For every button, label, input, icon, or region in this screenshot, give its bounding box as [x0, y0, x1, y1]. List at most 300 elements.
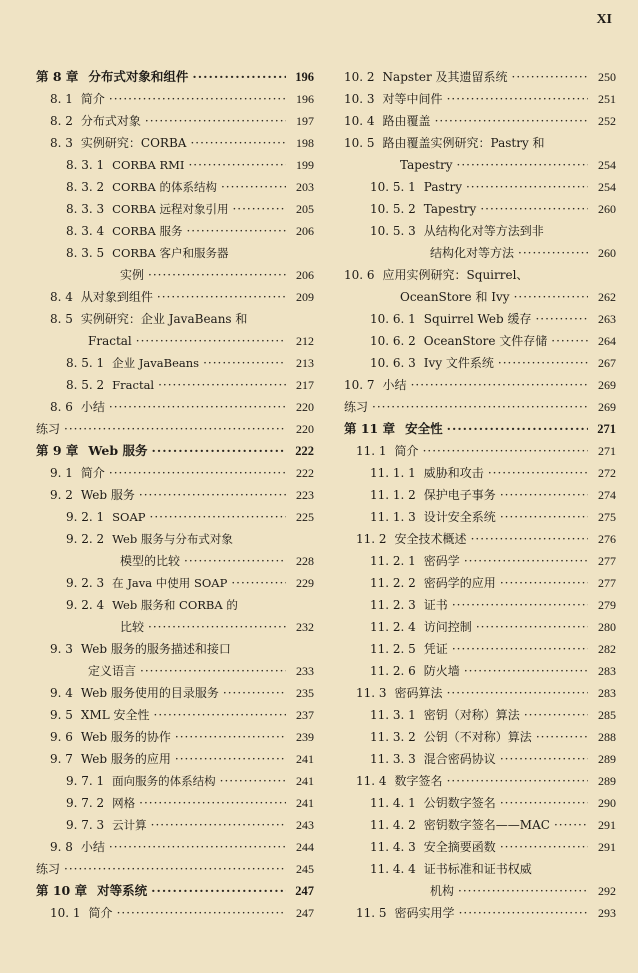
- dot-leader: [500, 506, 588, 528]
- toc-entry: [36, 462, 314, 484]
- toc-entry: [344, 484, 616, 506]
- toc-entry-title: 小结: [80, 400, 105, 414]
- dot-leader: [447, 770, 588, 792]
- toc-entry-number: 10. 5: [344, 136, 375, 150]
- dot-leader: [109, 836, 286, 858]
- toc-entry-number: 8. 3. 3: [66, 202, 105, 216]
- toc-entry-title: 实例研究：CORBA: [80, 136, 187, 150]
- toc-entry-page: 260: [598, 202, 616, 216]
- toc-entry-number: 11. 5: [356, 906, 387, 920]
- toc-entry-title: Tapestry: [423, 202, 477, 216]
- dot-leader: [452, 594, 588, 616]
- toc-entry-title: Web 服务和 CORBA 的: [112, 598, 238, 612]
- toc-entry: [344, 836, 616, 858]
- toc-entry-title: Web 服务的服务描述和接口: [80, 642, 231, 656]
- toc-entry-title: CORBA 的体系结构: [112, 180, 217, 194]
- dot-leader: [64, 418, 286, 440]
- toc-entry: [36, 836, 314, 858]
- toc-entry-number: 9. 2. 1: [66, 510, 105, 524]
- toc-entry-page: 262: [598, 290, 616, 304]
- toc-entry-page: 212: [296, 334, 314, 348]
- toc-entry-title: 从结构化对等方法到非: [423, 224, 544, 238]
- toc-entry: [36, 550, 314, 572]
- toc-entry-title: 练习: [344, 400, 369, 414]
- toc-entry-title: 路由覆盖: [382, 114, 431, 128]
- toc-entry-title: 简介: [80, 466, 105, 480]
- toc-entry-title: 简介: [80, 92, 105, 106]
- toc-entry-page: 282: [598, 642, 616, 656]
- toc-entry-number: 9. 7. 2: [66, 796, 105, 810]
- toc-entry-page: 206: [296, 224, 314, 238]
- toc-entry: [36, 726, 314, 748]
- toc-entry: [36, 198, 314, 220]
- toc-entry: [36, 484, 314, 506]
- dot-leader: [372, 396, 588, 418]
- toc-entry: [36, 352, 314, 374]
- toc-entry-page: 220: [296, 422, 314, 436]
- toc-entry-title: CORBA 远程对象引用: [112, 202, 229, 216]
- toc-entry-page: 254: [598, 158, 616, 172]
- toc-entry-number: 11. 1. 1: [370, 466, 416, 480]
- dot-leader: [148, 616, 286, 638]
- toc-entry-title: CORBA 服务: [112, 224, 183, 238]
- toc-entry-number: 10. 6. 1: [370, 312, 416, 326]
- toc-entry-page: 217: [296, 378, 314, 392]
- toc-entry-number: 11. 2. 4: [370, 620, 416, 634]
- toc-entry-page: 271: [598, 444, 616, 458]
- dot-leader: [154, 704, 286, 726]
- toc-entry: [36, 154, 314, 176]
- toc-entry-page: 239: [296, 730, 314, 744]
- toc-entry-title: Web 服务: [88, 443, 148, 458]
- dot-leader: [551, 330, 588, 352]
- toc-chapter-entry: [36, 880, 314, 902]
- toc-entry: [344, 242, 616, 264]
- dot-leader: [150, 506, 286, 528]
- toc-entry-number: 8. 4: [50, 290, 73, 304]
- toc-entry-number: 9. 7. 1: [66, 774, 105, 788]
- dot-leader: [458, 880, 588, 902]
- dot-leader: [500, 484, 588, 506]
- toc-entry-title: 实例: [120, 268, 145, 282]
- toc-entry-page: 291: [598, 818, 616, 832]
- toc-entry: [344, 352, 616, 374]
- toc-entry: [36, 220, 314, 242]
- dot-leader: [64, 858, 286, 880]
- toc-entry-page: 206: [296, 268, 314, 282]
- toc-entry-number: 8. 3. 2: [66, 180, 105, 194]
- dot-leader: [117, 902, 286, 924]
- toc-entry-number: 9. 2. 3: [66, 576, 105, 590]
- toc-entry-number: 11. 4. 4: [370, 862, 416, 876]
- dot-leader: [535, 308, 588, 330]
- toc-entry: [36, 792, 314, 814]
- toc-entry: [344, 220, 616, 242]
- toc-entry-number: 8. 5. 2: [66, 378, 105, 392]
- toc-entry-page: 275: [598, 510, 616, 524]
- toc-entry-page: 209: [296, 290, 314, 304]
- toc-entry-title: 安全性: [405, 421, 443, 436]
- toc-entry-number: 11. 1: [356, 444, 387, 458]
- dot-leader: [518, 242, 588, 264]
- dot-leader: [232, 198, 286, 220]
- toc-entry: [36, 242, 314, 264]
- dot-leader: [500, 836, 588, 858]
- toc-entry-number: 9. 2: [50, 488, 73, 502]
- toc-entry-number: 第 10 章: [36, 883, 88, 898]
- toc-entry-page: 232: [296, 620, 314, 634]
- toc-entry-page: 289: [598, 752, 616, 766]
- toc-entry-title: 从对象到组件: [80, 290, 153, 304]
- toc-entry: [36, 572, 314, 594]
- toc-entry-number: 11. 2. 5: [370, 642, 416, 656]
- toc-entry-page: 260: [598, 246, 616, 260]
- dot-leader: [447, 88, 588, 110]
- dot-leader: [139, 484, 286, 506]
- toc-entry: [36, 88, 314, 110]
- dot-leader: [524, 704, 588, 726]
- dot-leader: [136, 330, 286, 352]
- toc-entry-number: 11. 2. 6: [370, 664, 416, 678]
- toc-entry-number: 8. 5: [50, 312, 73, 326]
- toc-entry-page: 290: [598, 796, 616, 810]
- toc-entry: [36, 176, 314, 198]
- toc-entry-number: 11. 3. 2: [370, 730, 416, 744]
- dot-leader: [223, 682, 286, 704]
- toc-entry-number: 8. 2: [50, 114, 73, 128]
- toc-entry-title: Web 服务的应用: [80, 752, 171, 766]
- toc-entry-title: OceanStore 文件存储: [423, 334, 548, 348]
- toc-entry-page: 254: [598, 180, 616, 194]
- toc-entry: [36, 660, 314, 682]
- toc-entry-title: 在 Java 中使用 SOAP: [112, 576, 228, 590]
- toc-entry: [344, 594, 616, 616]
- dot-leader: [480, 198, 588, 220]
- toc-entry-number: 11. 4. 3: [370, 840, 416, 854]
- toc-entry-page: 241: [296, 752, 314, 766]
- toc-entry-number: 10. 2: [344, 70, 375, 84]
- toc-entry-number: 8. 3. 4: [66, 224, 105, 238]
- toc-right-column: [344, 66, 616, 924]
- toc-entry-number: 9. 7: [50, 752, 73, 766]
- toc-entry-page: 235: [296, 686, 314, 700]
- dot-leader: [435, 110, 588, 132]
- dot-leader: [464, 550, 588, 572]
- toc-entry-page: 272: [598, 466, 616, 480]
- toc-entry-page: 251: [598, 92, 616, 106]
- toc-entry-number: 9. 7. 3: [66, 818, 105, 832]
- toc-entry-title: 访问控制: [423, 620, 472, 634]
- toc-entry: [36, 374, 314, 396]
- toc-entry-title: 安全摘要函数: [423, 840, 496, 854]
- dot-leader: [447, 682, 588, 704]
- toc-entry-title: 分布式对象和组件: [88, 69, 189, 84]
- toc-entry-number: 10. 1: [50, 906, 81, 920]
- toc-entry-title: Ivy 文件系统: [423, 356, 494, 370]
- dot-leader: [411, 374, 588, 396]
- dot-leader: [447, 418, 588, 440]
- toc-entry-title: Pastry: [423, 180, 462, 194]
- toc-entry-page: 244: [296, 840, 314, 854]
- toc-entry-number: 9. 1: [50, 466, 73, 480]
- toc-entry-page: 283: [598, 686, 616, 700]
- dot-leader: [500, 748, 588, 770]
- toc-entry: [36, 330, 314, 352]
- dot-leader: [231, 572, 286, 594]
- toc-entry-page: 285: [598, 708, 616, 722]
- dot-leader: [188, 154, 286, 176]
- toc-entry-number: 第 9 章: [36, 443, 79, 458]
- toc-entry: [344, 660, 616, 682]
- toc-entry-title: 对等中间件: [382, 92, 443, 106]
- toc-entry-number: 9. 8: [50, 840, 73, 854]
- toc-chapter-entry: [36, 66, 314, 88]
- toc-entry: [344, 66, 616, 88]
- toc-entry-title: SOAP: [112, 510, 146, 524]
- toc-left-column: [36, 66, 314, 924]
- toc-entry-title: 数字签名: [394, 774, 443, 788]
- toc-entry-title: 实例研究：企业 JavaBeans 和: [80, 312, 248, 326]
- toc-entry-page: 199: [296, 158, 314, 172]
- toc-entry-page: 222: [295, 444, 314, 458]
- toc-entry: [344, 748, 616, 770]
- toc-entry-number: 10. 7: [344, 378, 375, 392]
- toc-entry-page: 263: [598, 312, 616, 326]
- dot-leader: [151, 440, 286, 462]
- toc-entry: [344, 330, 616, 352]
- toc-entry-number: 11. 2. 3: [370, 598, 416, 612]
- toc-entry: [36, 418, 314, 440]
- toc-entry: [344, 770, 616, 792]
- toc-entry-title: 定义语言: [88, 664, 137, 678]
- dot-leader: [423, 440, 588, 462]
- toc-entry-page: 225: [296, 510, 314, 524]
- toc-entry-title: 小结: [80, 840, 105, 854]
- toc-entry: [36, 616, 314, 638]
- toc-entry-title: 对等系统: [97, 883, 148, 898]
- dot-leader: [139, 792, 286, 814]
- toc-entry-page: 196: [296, 92, 314, 106]
- toc-entry-page: 237: [296, 708, 314, 722]
- toc-entry-title: 分布式对象: [80, 114, 141, 128]
- toc-entry-title: 小结: [382, 378, 407, 392]
- toc-entry: [344, 506, 616, 528]
- toc-entry-page: 269: [598, 378, 616, 392]
- toc-entry: [344, 396, 616, 418]
- toc-entry-page: 283: [598, 664, 616, 678]
- toc-entry: [36, 770, 314, 792]
- toc-entry-title: Squirrel Web 缓存: [423, 312, 532, 326]
- toc-entry: [344, 528, 616, 550]
- toc-entry-title: 结构化对等方法: [430, 246, 515, 260]
- toc-entry: [36, 506, 314, 528]
- toc-entry-page: 271: [597, 422, 616, 436]
- dot-leader: [192, 66, 286, 88]
- toc-entry-title: Web 服务使用的目录服务: [80, 686, 219, 700]
- toc-entry-title: 练习: [36, 862, 61, 876]
- toc-entry-number: 9. 2. 4: [66, 598, 105, 612]
- toc-entry-page: 252: [598, 114, 616, 128]
- toc-entry-title: 密钥数字签名——MAC: [423, 818, 550, 832]
- toc-entry-number: 第 11 章: [344, 421, 396, 436]
- toc-entry-page: 274: [598, 488, 616, 502]
- toc-entry-number: 8. 3. 1: [66, 158, 105, 172]
- toc-entry: [36, 264, 314, 286]
- toc-entry-page: 276: [598, 532, 616, 546]
- toc-entry-number: 第 8 章: [36, 69, 79, 84]
- toc-entry-number: 10. 4: [344, 114, 375, 128]
- dot-leader: [109, 462, 286, 484]
- toc-entry: [36, 132, 314, 154]
- toc-entry-title: 简介: [88, 906, 113, 920]
- toc-entry-number: 9. 3: [50, 642, 73, 656]
- toc-entry-title: 凭证: [423, 642, 448, 656]
- toc-entry-number: 10. 6. 2: [370, 334, 416, 348]
- toc-entry-page: 241: [296, 796, 314, 810]
- toc-entry-number: 11. 1. 3: [370, 510, 416, 524]
- dot-leader: [512, 66, 588, 88]
- toc-entry-title: 公钥数字签名: [423, 796, 496, 810]
- toc-entry-title: 设计安全系统: [423, 510, 496, 524]
- toc-entry-number: 10. 5. 3: [370, 224, 416, 238]
- dot-leader: [488, 462, 588, 484]
- dot-leader: [145, 110, 286, 132]
- dot-leader: [500, 792, 588, 814]
- toc-entry-number: 8. 3. 5: [66, 246, 105, 260]
- toc-entry: [344, 726, 616, 748]
- toc-chapter-entry: [36, 440, 314, 462]
- toc-entry: [344, 682, 616, 704]
- toc-entry-number: 10. 6: [344, 268, 375, 282]
- dot-leader: [459, 902, 588, 924]
- toc-entry: [344, 902, 616, 924]
- toc-entry-title: 保护电子事务: [423, 488, 496, 502]
- toc-entry-number: 9. 4: [50, 686, 73, 700]
- toc-entry-title: Fractal: [88, 334, 132, 348]
- dot-leader: [175, 726, 286, 748]
- toc-entry: [344, 154, 616, 176]
- toc-entry-title: 企业 JavaBeans: [112, 356, 200, 370]
- toc-entry-title: 模型的比较: [120, 554, 181, 568]
- toc-entry-number: 11. 4. 2: [370, 818, 416, 832]
- toc-entry: [36, 396, 314, 418]
- toc-entry-title: XML 安全性: [80, 708, 150, 722]
- toc-entry-number: 11. 2: [356, 532, 387, 546]
- toc-entry: [344, 176, 616, 198]
- toc-entry-title: Web 服务: [80, 488, 135, 502]
- toc-entry-page: 222: [296, 466, 314, 480]
- toc-entry-title: 密码学的应用: [423, 576, 496, 590]
- toc-entry-number: 10. 6. 3: [370, 356, 416, 370]
- toc-entry-page: 197: [296, 114, 314, 128]
- toc-entry: [344, 132, 616, 154]
- toc-entry: [36, 110, 314, 132]
- toc-entry-title: OceanStore 和 Ivy: [400, 290, 510, 304]
- toc-entry-title: Web 服务的协作: [80, 730, 171, 744]
- toc-entry-page: 289: [598, 774, 616, 788]
- toc-entry-title: 公钥（不对称）算法: [423, 730, 532, 744]
- toc-entry-title: 安全技术概述: [394, 532, 467, 546]
- toc-entry-number: 11. 4. 1: [370, 796, 416, 810]
- toc-entry-page: 247: [296, 906, 314, 920]
- toc-entry-number: 11. 2. 2: [370, 576, 416, 590]
- toc-entry-title: 网格: [112, 796, 136, 810]
- toc-entry-page: 279: [598, 598, 616, 612]
- toc-entry-page: 223: [296, 488, 314, 502]
- dot-leader: [186, 220, 286, 242]
- toc-entry-number: 11. 4: [356, 774, 387, 788]
- toc-entry-title: CORBA 客户和服务器: [112, 246, 229, 260]
- toc-entry-page: 267: [598, 356, 616, 370]
- toc-entry-page: 280: [598, 620, 616, 634]
- dot-leader: [184, 550, 286, 572]
- dot-leader: [466, 176, 588, 198]
- toc-entry-page: 196: [295, 70, 314, 84]
- toc-entry: [344, 704, 616, 726]
- toc-entry-title: 混合密码协议: [423, 752, 496, 766]
- dot-leader: [220, 770, 286, 792]
- dot-leader: [514, 286, 588, 308]
- toc-entry-number: 11. 3. 1: [370, 708, 416, 722]
- dot-leader: [151, 814, 286, 836]
- toc-entry: [344, 550, 616, 572]
- toc-entry-number: 8. 5. 1: [66, 356, 105, 370]
- toc-entry: [36, 902, 314, 924]
- toc-entry-page: 247: [295, 884, 314, 898]
- toc-entry-number: 11. 3. 3: [370, 752, 416, 766]
- toc-entry-number: 11. 2. 1: [370, 554, 416, 568]
- dot-leader: [148, 264, 286, 286]
- toc-entry: [344, 638, 616, 660]
- dot-leader: [109, 396, 286, 418]
- toc-entry-title: 比较: [120, 620, 145, 634]
- toc-entry: [36, 682, 314, 704]
- toc-entry: [36, 814, 314, 836]
- dot-leader: [498, 352, 588, 374]
- toc-entry: [344, 616, 616, 638]
- toc-entry: [36, 308, 314, 330]
- toc-chapter-entry: [344, 418, 616, 440]
- toc-entry: [344, 814, 616, 836]
- toc-entry-page: 198: [296, 136, 314, 150]
- toc-entry: [344, 792, 616, 814]
- dot-leader: [158, 374, 286, 396]
- toc-entry-title: 防火墙: [423, 664, 460, 678]
- toc-entry: [36, 286, 314, 308]
- toc-entry-page: 291: [598, 840, 616, 854]
- toc-entry-page: 241: [296, 774, 314, 788]
- dot-leader: [190, 132, 286, 154]
- toc-entry: [344, 264, 616, 286]
- toc-entry: [344, 110, 616, 132]
- toc-entry-title: 练习: [36, 422, 61, 436]
- toc-entry-page: 243: [296, 818, 314, 832]
- toc-entry: [344, 462, 616, 484]
- toc-entry-title: 密钥（对称）算法: [423, 708, 520, 722]
- toc-entry-page: 250: [598, 70, 616, 84]
- toc-entry-number: 9. 5: [50, 708, 73, 722]
- toc-entry: [36, 528, 314, 550]
- toc-entry-page: 245: [296, 862, 314, 876]
- toc-entry-page: 228: [296, 554, 314, 568]
- dot-leader: [175, 748, 286, 770]
- dot-leader: [554, 814, 588, 836]
- toc-entry-page: 264: [598, 334, 616, 348]
- toc-entry: [344, 308, 616, 330]
- toc-entry-page: 269: [598, 400, 616, 414]
- toc-entry: [344, 374, 616, 396]
- toc-entry-page: 205: [296, 202, 314, 216]
